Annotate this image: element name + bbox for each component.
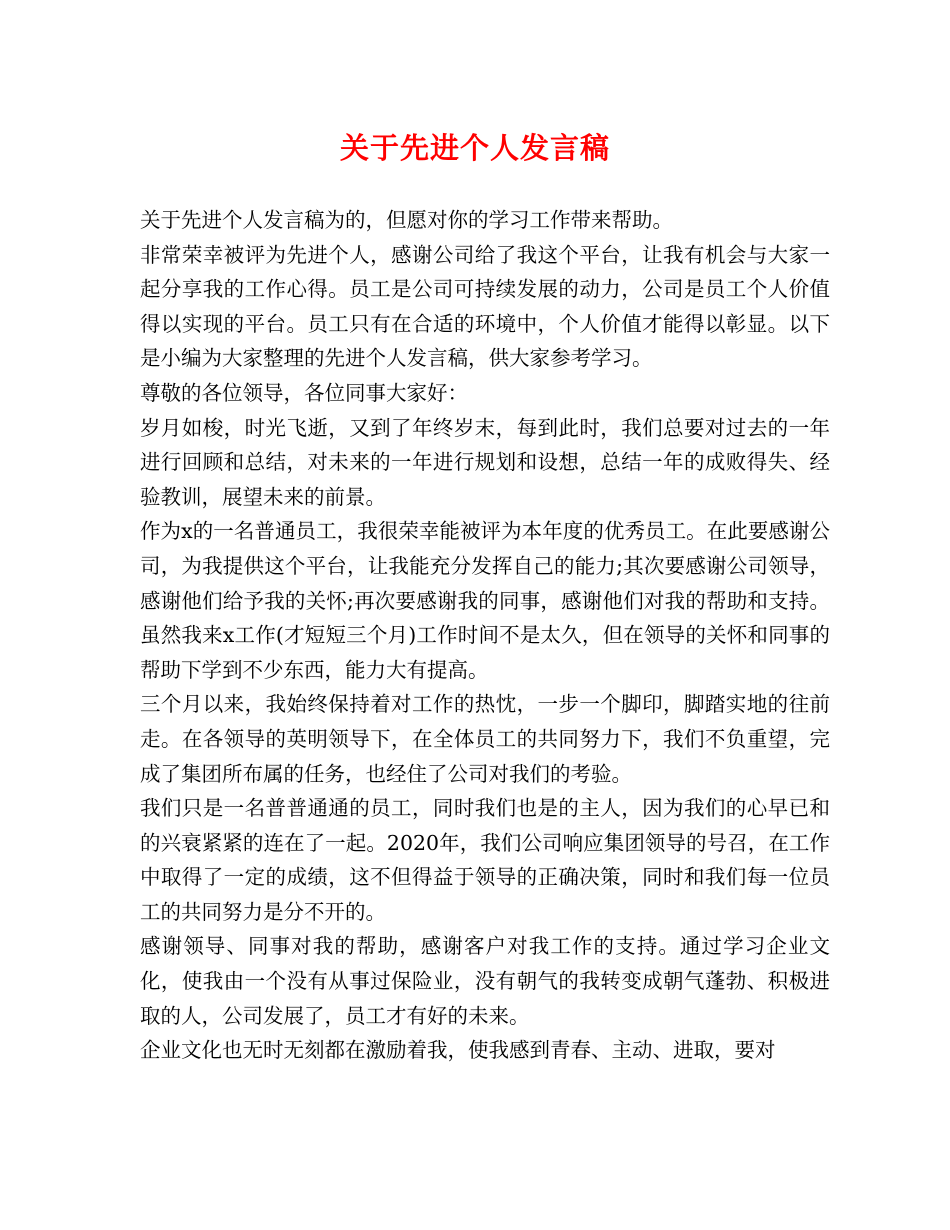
paragraph-thanks: 作为x的一名普通员工，我很荣幸能被评为本年度的优秀员工。在此要感谢公司，为我提供这个平台，让我能充分发挥自己的能力;其次要感谢公司领导，感谢他们给予我的关怀;再次要感谢我的同事，感谢他们对我的帮助和支持。虽然我来x工作(才短短三个月)工作时间不是太久，但在领导的关怀和同事的帮助下学到不少东西，能力大有提高。: [140, 519, 830, 682]
paragraph-ordinary-employee: 我们只是一名普普通通的员工，同时我们也是的主人，因为我们的心早已和的兴衰紧紧的连在了一起。2020年，我们公司响应集团领导的号召，在工作中取得了一定的成绩，这不但得益于领导的正确决策，同时和我们每一位员工的共同努力是分不开的。: [140, 796, 830, 924]
paragraph-gratitude: 感谢领导、同事对我的帮助，感谢客户对我工作的支持。通过学习企业文化，使我由一个没有从事过保险业，没有朝气的我转变成朝气蓬勃、积极进取的人，公司发展了，员工才有好的未来。: [140, 934, 830, 1028]
document-title: 关于先进个人发言稿: [339, 131, 610, 165]
document-body: [140, 203, 830, 1068]
paragraph-year-review: 岁月如梭，时光飞逝，又到了年终岁末，每到此时，我们总要对过去的一年进行回顾和总结，对未来的一年进行规划和设想，总结一年的成败得失、经验教训，展望未来的前景。: [140, 415, 830, 509]
paragraph-greeting: 尊敬的各位领导，各位同事大家好：: [140, 380, 468, 405]
paragraph-culture: 企业文化也无时无刻都在激励着我，使我感到青春、主动、进取，要对: [140, 1038, 776, 1063]
paragraph-three-months: 三个月以来，我始终保持着对工作的热忱，一步一个脚印，脚踏实地的往前走。在各领导的英明领导下，在全体员工的共同努力下，我们不负重望，完成了集团所布属的任务，也经住了公司对我们的考验。: [140, 692, 830, 786]
paragraph-honor: 非常荣幸被评为先进个人，感谢公司给了我这个平台，让我有机会与大家一起分享我的工作心得。员工是公司可持续发展的动力，公司是员工个人价值得以实现的平台。员工只有在合适的环境中，个人价值才能得以彰显。以下是小编为大家整理的先进个人发言稿，供大家参考学习。: [140, 242, 830, 371]
paragraph-intro: 关于先进个人发言稿为的，但愿对你的学习工作带来帮助。: [140, 208, 673, 232]
